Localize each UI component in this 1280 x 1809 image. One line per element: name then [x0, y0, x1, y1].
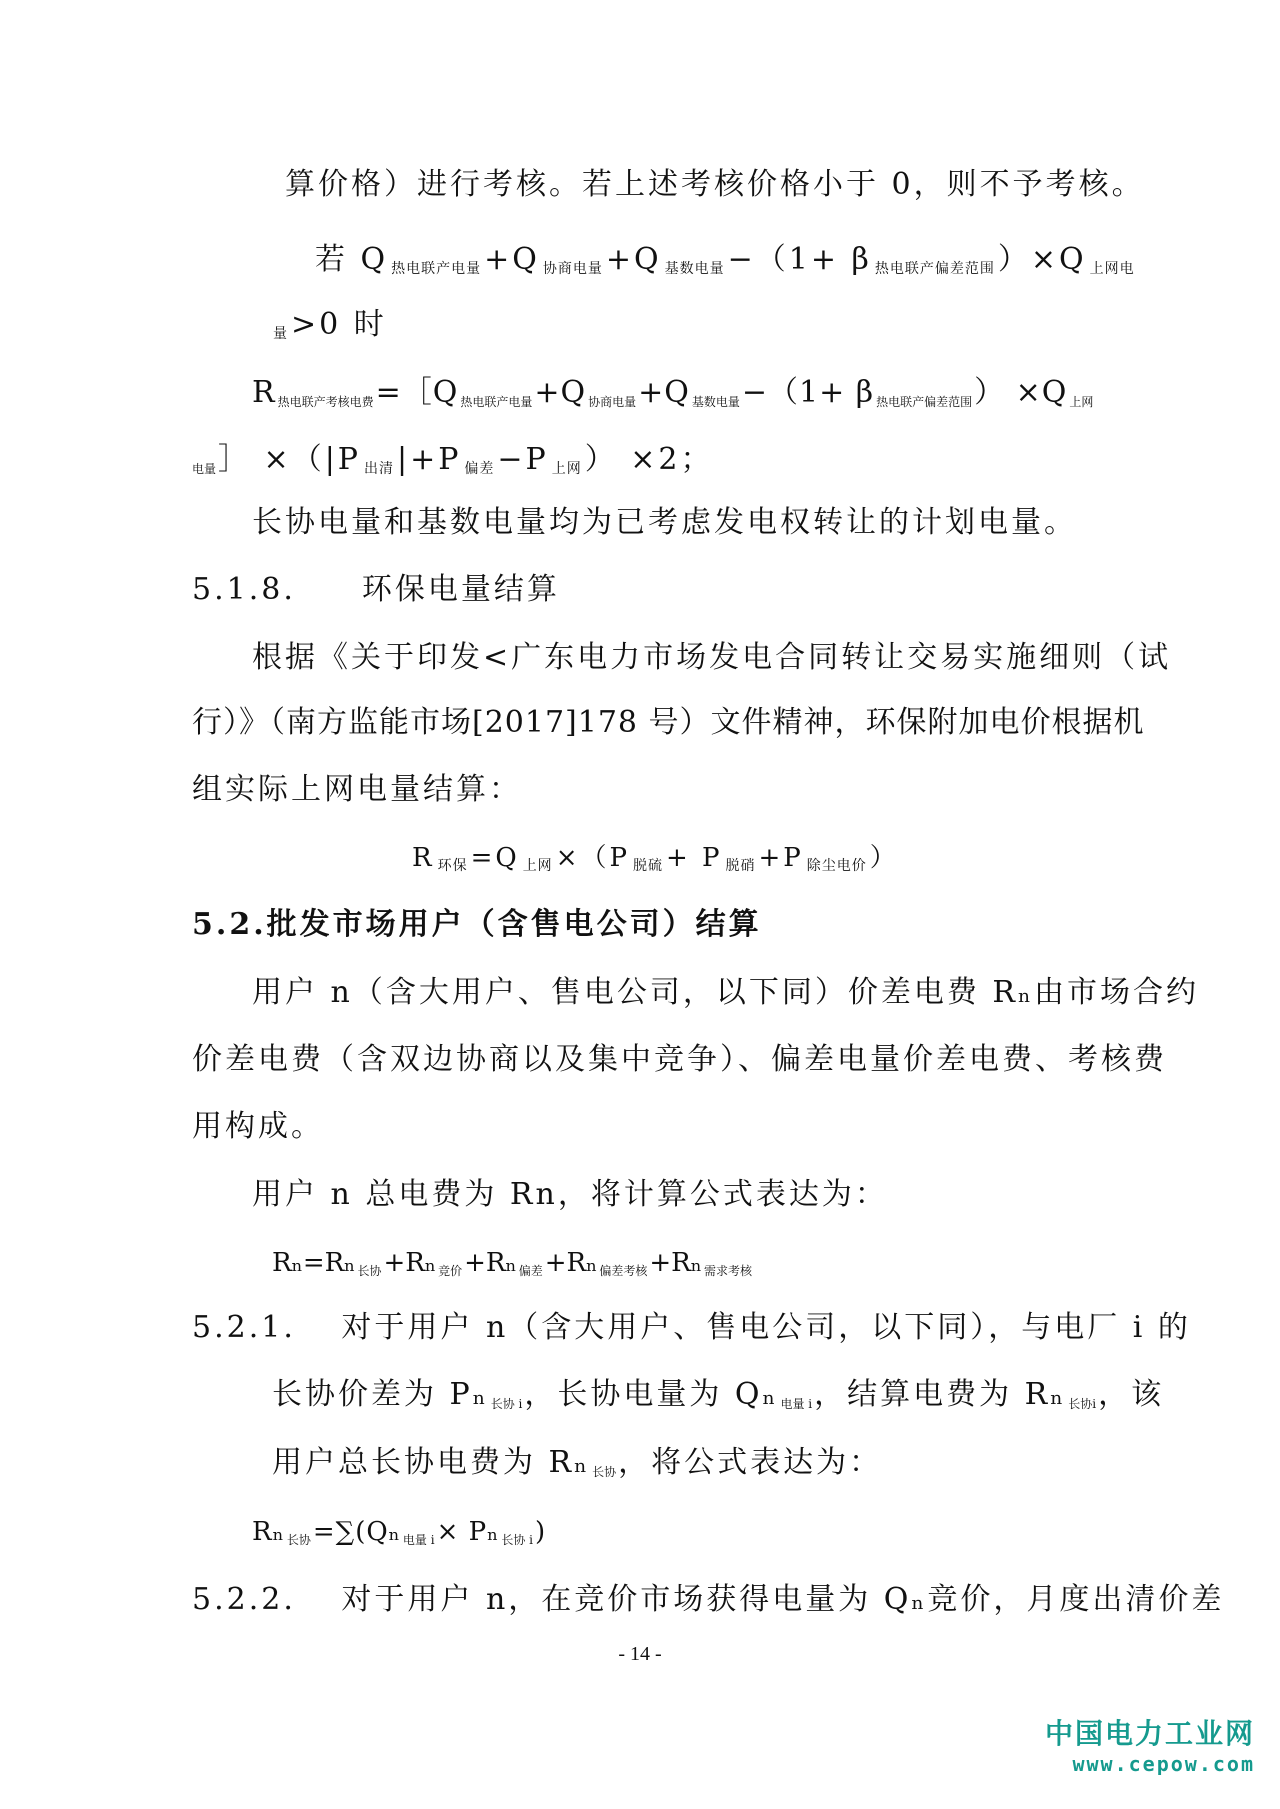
formula-subscript: 热电联产考核电费 — [277, 395, 374, 409]
formula-subscript: 热电联产偏差范围 — [876, 395, 973, 409]
paragraph-line — [272, 1443, 882, 1492]
formula-subscript: 长协 — [286, 1533, 311, 1547]
formula-subscript: 除尘电价 — [806, 858, 867, 874]
formula-subscript: 热电联产电量 — [391, 261, 482, 277]
formula-text: ］ ×（|P — [218, 442, 361, 477]
formula-text: =∑(Qₙ — [312, 1517, 401, 1547]
paragraph-line: 长协电量和基数电量均为已考虑发电权转让的计划电量。 — [252, 505, 1077, 540]
formula-subscript: 环保 — [437, 858, 468, 874]
formula-text: +Q — [605, 242, 662, 277]
formula-text: R — [412, 843, 435, 873]
paragraph-line: 算价格）进行考核。若上述考核价格小于 0，则不予考核。 — [285, 167, 1145, 202]
formula-subscript: 基数电量 — [691, 395, 740, 409]
section-heading-5-2-2: 5.2.2. 对于用户 n，在竞价市场获得电量为 Qₙ竞价，月度出清价差 — [192, 1582, 1225, 1617]
formula-subscript: 偏差 — [518, 1264, 543, 1278]
formula-subscript: 脱硝 — [725, 858, 756, 874]
formula-text: Rₙ=Rₙ — [272, 1248, 356, 1278]
formula-text: −（1+ β — [727, 242, 872, 277]
formula-text: ，长协电量为 Qₙ — [524, 1377, 779, 1412]
formula-text: +Rₙ — [544, 1248, 598, 1278]
formula-subscript: 量 — [273, 326, 288, 342]
formula-text: +Q — [534, 375, 587, 410]
paragraph-line: 行）》（南方监能市场[2017]178 号）文件精神，环保附加电价根据机 — [192, 705, 1145, 740]
formula-subscript: 长协 i — [501, 1533, 534, 1547]
formula-text: ，该 — [1098, 1377, 1165, 1412]
formula-text: ，将公式表达为： — [618, 1445, 883, 1480]
formula-text: ） ×Q — [974, 375, 1068, 410]
formula-text: ） — [869, 843, 899, 873]
paragraph-line: 价差电费（含双边协商以及集中竞争）、偏差电量价差电费、考核费 — [192, 1042, 1167, 1077]
formula-text: + P — [665, 843, 723, 873]
formula-subscript: 上网电 — [1089, 261, 1135, 277]
formula-subscript: 竞价 — [438, 1264, 463, 1278]
formula-text: ）×Q — [997, 242, 1087, 277]
formula-text: 用户总长协电费为 Rₙ — [272, 1445, 591, 1480]
paragraph-line: 用构成。 — [192, 1109, 324, 1144]
formula-subscript: 热电联产电量 — [460, 395, 533, 409]
formula-text: +Rₙ — [383, 1248, 437, 1278]
formula-text: >0 时 — [291, 307, 387, 342]
formula-subscript: 出清 — [363, 461, 394, 477]
formula-total-fee — [272, 1243, 754, 1291]
formula-heat-penalty-line2 — [190, 440, 714, 489]
paragraph-line: 用户 n 总电费为 Rn，将计算公式表达为： — [252, 1177, 888, 1212]
formula-text: −P — [497, 442, 549, 477]
formula-heat-penalty-line1 — [252, 373, 1095, 422]
formula-subscript: 基数电量 — [664, 261, 725, 277]
formula-text: =Q — [470, 843, 520, 873]
formula-text: =［Q — [375, 375, 459, 410]
formula-subscript: 电量 i — [780, 1397, 813, 1411]
formula-subscript: 偏差 — [464, 461, 495, 477]
watermark-url: www.cepow.com — [1072, 1752, 1255, 1776]
formula-text: +Rₙ — [649, 1248, 702, 1278]
formula-text: +Q — [484, 242, 540, 277]
formula-subscript: 上网 — [551, 461, 582, 477]
formula-subscript: 上网 — [1069, 395, 1094, 409]
page-number: - 14 - — [618, 1643, 662, 1665]
formula-text: +Q — [638, 375, 690, 410]
formula-subscript: 脱硫 — [632, 858, 663, 874]
formula-long-term-fee — [252, 1512, 546, 1560]
formula-text: 若 Q — [315, 242, 389, 277]
formula-text: +P — [758, 843, 804, 873]
formula-text: Rₙ — [252, 1517, 285, 1547]
formula-text: +Rₙ — [464, 1248, 517, 1278]
formula-text: ，结算电费为 Rₙ — [814, 1377, 1067, 1412]
paragraph-line: 根据《关于印发<广东电力市场发电合同转让交易实施细则（试 — [252, 640, 1172, 675]
formula-text: ×（P — [555, 843, 630, 873]
formula-subscript: 上网 — [522, 858, 553, 874]
formula-text: 长协价差为 Pₙ — [272, 1377, 489, 1412]
formula-text: ） ×2； — [584, 442, 714, 477]
formula-subscript: 长协 — [357, 1264, 382, 1278]
formula-subscript: 长协i — [1068, 1397, 1097, 1411]
formula-subscript: 偏差考核 — [599, 1264, 648, 1278]
paragraph-line: 组实际上网电量结算： — [192, 772, 522, 807]
formula-condition-line2 — [270, 305, 387, 354]
paragraph-line: 用户 n（含大用户、售电公司，以下同）价差电费 Rₙ由市场合约 — [252, 975, 1199, 1010]
formula-subscript: 电量 — [192, 462, 217, 476]
formula-text: × Pₙ — [436, 1517, 500, 1547]
section-heading-5-1-8: 5.1.8. 环保电量结算 — [192, 572, 560, 607]
formula-subscript: 电量 i — [402, 1533, 435, 1547]
formula-subscript: 协商电量 — [542, 261, 603, 277]
section-heading-5-2-1: 5.2.1. 对于用户 n（含大用户、售电公司，以下同），与电厂 i 的 — [192, 1310, 1191, 1345]
formula-environmental — [412, 838, 899, 886]
formula-text: ) — [535, 1517, 547, 1547]
formula-subscript: 热电联产偏差范围 — [874, 261, 995, 277]
section-heading-5-2: 5.2.批发市场用户（含售电公司）结算 — [192, 907, 762, 942]
watermark-site-name: 中国电力工业网 — [1044, 1717, 1255, 1750]
formula-subscript: 长协 i — [490, 1397, 523, 1411]
formula-subscript: 协商电量 — [588, 395, 637, 409]
formula-subscript: 长协 — [592, 1465, 617, 1479]
paragraph-line — [272, 1375, 1164, 1424]
formula-subscript: 需求考核 — [703, 1264, 752, 1278]
formula-text: R — [252, 375, 276, 410]
formula-text: −（1+ β — [741, 375, 875, 410]
formula-condition-line1 — [315, 240, 1138, 289]
formula-text: |+P — [396, 442, 462, 477]
